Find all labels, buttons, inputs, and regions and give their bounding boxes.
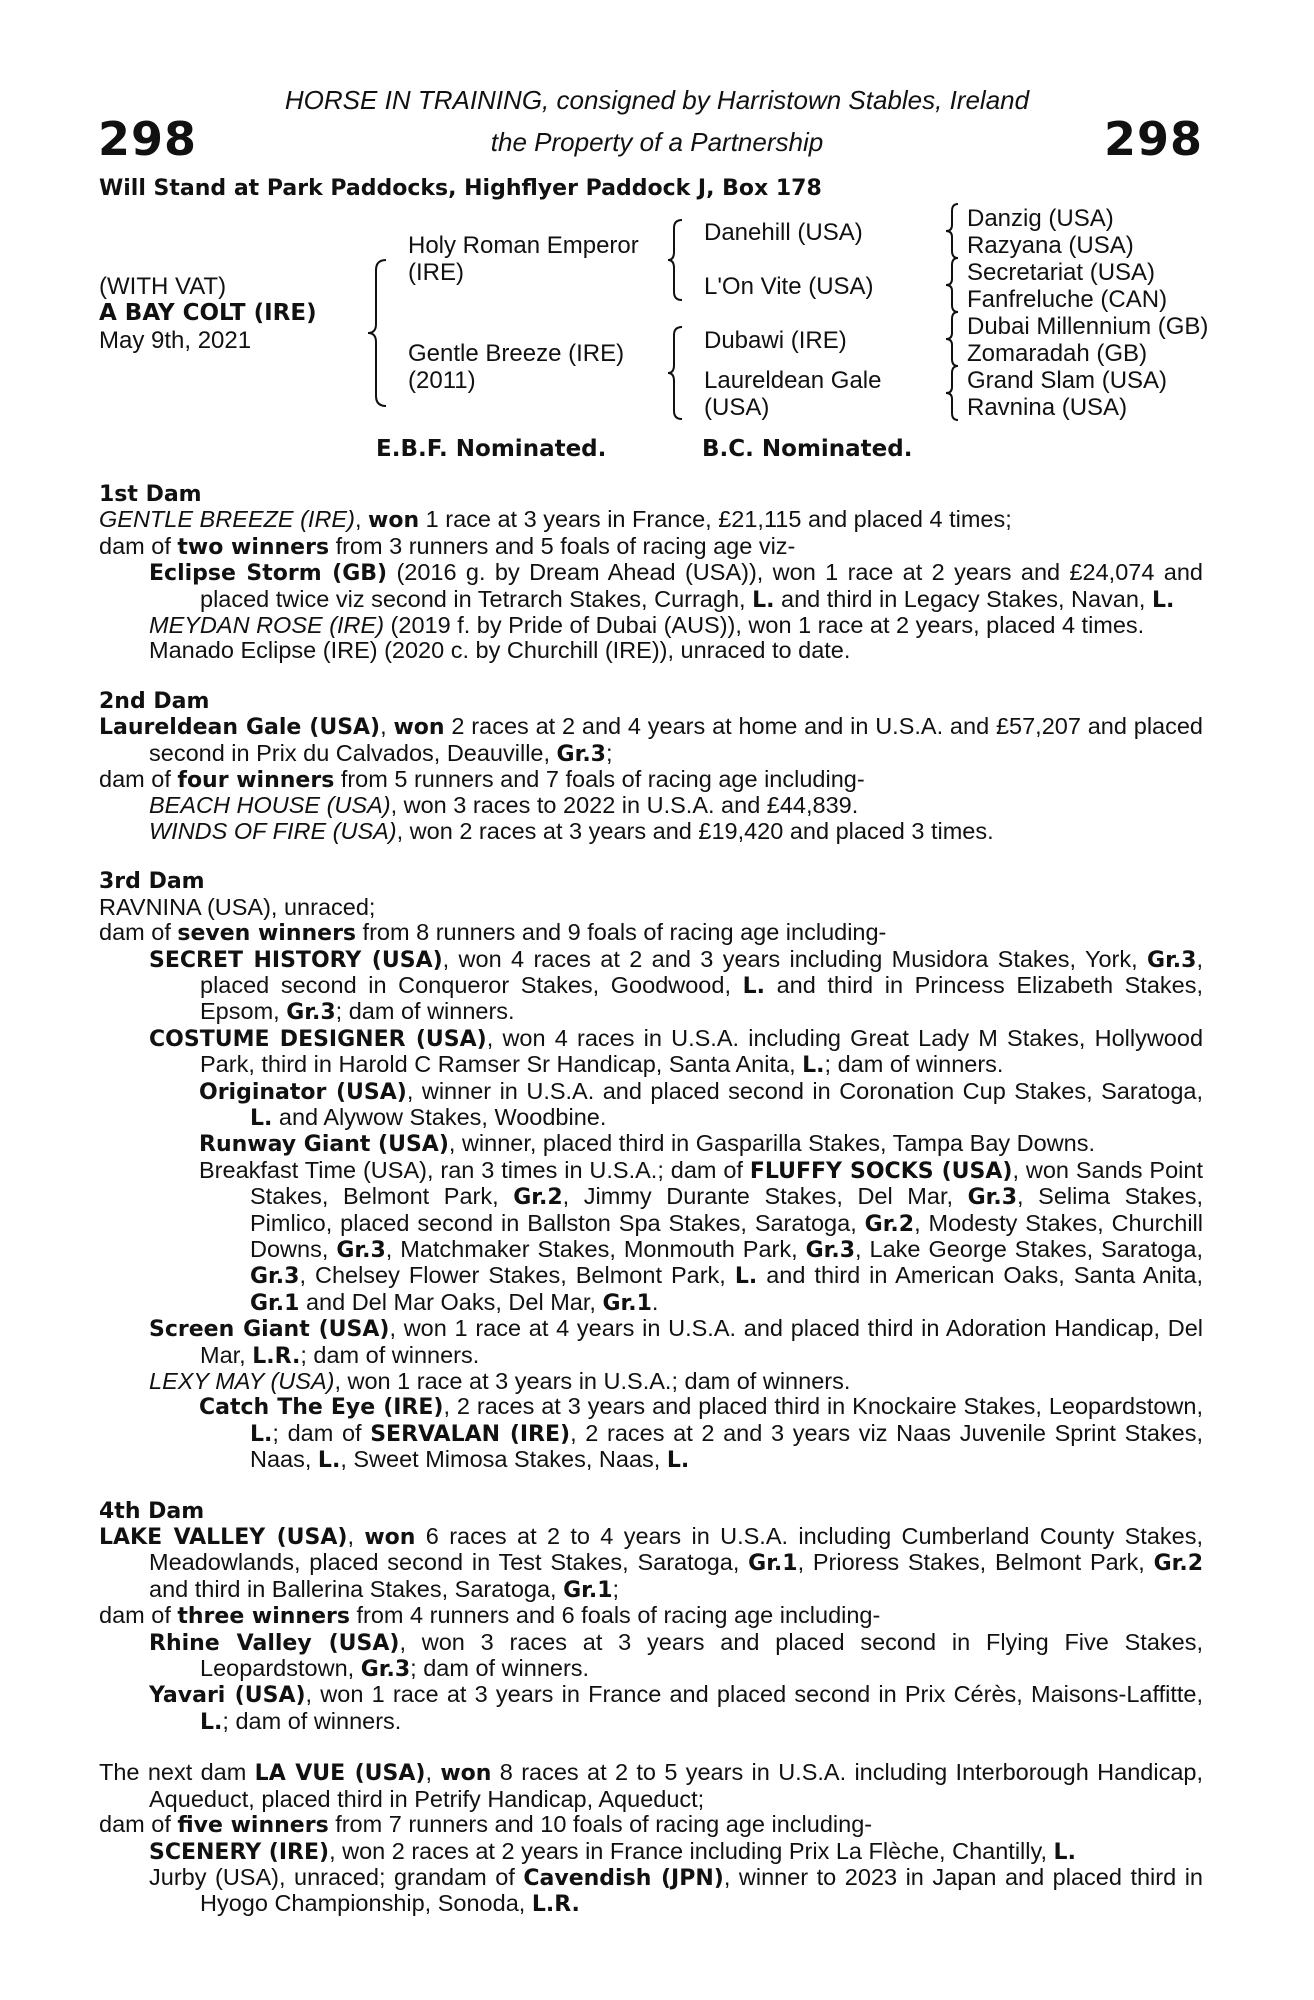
section-heading: 4th Dam <box>99 1498 205 1524</box>
bold-run: Gr.3 <box>360 1657 411 1683</box>
bold-run: three winners <box>177 1604 350 1630</box>
ggen-brace-1 <box>944 202 962 260</box>
bold-run: L. <box>1152 587 1175 613</box>
text-run: , won 4 races at 2 and 3 years including Musidora Stakes, York, <box>442 945 1148 972</box>
text-run: , placed second in Conqueror Stakes, Goodwood, <box>200 945 1203 998</box>
bold-run: L. <box>802 1053 825 1079</box>
sire-brace <box>666 218 686 302</box>
bold-run: Gr.3 <box>805 1237 856 1263</box>
bold-run: Screen Giant (USA) <box>149 1317 390 1343</box>
dam-name: Gentle Breeze (IRE) <box>408 340 625 367</box>
text-run: , 2 races at 3 years and placed third in Knockaire Stakes, Leopardstown, <box>443 1393 1203 1420</box>
text-run: dam of <box>99 766 178 793</box>
bold-run: SCENERY (IRE) <box>149 1839 330 1865</box>
section-gap <box>99 844 1203 869</box>
pedigree-entry <box>99 1369 1203 1394</box>
text-run: 2 races at 2 and 4 years at home and in U.S.A. and £57,207 and placed second in Prix du Calvados, Deauville, <box>149 713 1203 766</box>
pedigree-entry <box>99 560 1203 613</box>
bold-run: L. <box>752 587 775 613</box>
bold-run: Gr.1 <box>602 1290 652 1316</box>
lot-number-right: 298 <box>1103 112 1203 166</box>
text-run: , 2 races at 2 and 3 years viz Naas Juvenile Sprint Stakes, Naas, <box>250 1419 1203 1473</box>
bold-run: Runway Giant (USA) <box>199 1132 449 1158</box>
bold-run: L.R. <box>252 1343 301 1369</box>
text-run: and third in American Oaks, Santa Anita, <box>757 1262 1203 1289</box>
bold-run: LA VUE (USA) <box>254 1761 426 1787</box>
pedigree-entry <box>99 947 1203 1026</box>
bold-run: COSTUME DESIGNER (USA) <box>149 1026 487 1052</box>
text-run: from 5 runners and 7 foals of racing age including- <box>334 766 865 793</box>
grand-sire-2: Secretariat (USA) <box>967 259 1156 286</box>
pedigree-entry <box>99 1316 1203 1369</box>
bold-run: Gr.3 <box>1147 947 1197 973</box>
property-line: the Property of a Partnership <box>490 127 824 157</box>
text-run: dam of <box>99 1811 178 1838</box>
text-run: ; dam of winners. <box>824 1051 1004 1078</box>
bold-run: four winners <box>177 768 335 794</box>
sire-dam: L'On Vite (USA) <box>704 273 874 300</box>
text-run: ; dam of <box>272 1419 371 1446</box>
text-run: from 8 runners and 9 foals of racing age including- <box>356 919 887 946</box>
pedigree-entry <box>99 1630 1203 1683</box>
text-run: , won 2 races at 2 years in France including Prix La Flèche, Chantilly, <box>329 1837 1054 1864</box>
pedigree-entry <box>99 638 1203 663</box>
pedigree-entry <box>99 1524 1203 1603</box>
text-run: , <box>347 1523 365 1550</box>
bold-run: L. <box>1053 1839 1076 1865</box>
text-run: The next dam <box>99 1759 255 1786</box>
bold-run: won <box>440 1761 492 1787</box>
pedigree-entry <box>99 1760 1203 1812</box>
text-run: dam of <box>99 1602 178 1629</box>
pedigree-entry <box>99 507 1203 533</box>
bold-run: Gr.1 <box>563 1577 613 1603</box>
text-run: , <box>354 506 368 533</box>
section-gap <box>99 1474 1203 1499</box>
bold-run: Originator (USA) <box>199 1079 407 1105</box>
dam-dam: Laureldean Gale <box>704 367 882 394</box>
section-gap <box>99 1735 1203 1760</box>
text-run: , Jimmy Durante Stakes, Del Mar, <box>562 1183 968 1210</box>
italic-run: MEYDAN ROSE (IRE) <box>149 612 385 639</box>
pedigree-brace <box>366 258 390 408</box>
pedigree-entry <box>99 895 1203 920</box>
pedigree-entry <box>99 1812 1203 1838</box>
vat-note: (WITH VAT) <box>99 273 227 300</box>
bold-run: Gr.3 <box>286 1000 336 1026</box>
text-run: ; dam of winners. <box>335 998 515 1025</box>
pedigree-entry <box>99 613 1203 638</box>
text-run: , won 1 race at 4 years in U.S.A. and placed third in Adoration Handicap, Del Mar, <box>200 1315 1203 1368</box>
italic-run: BEACH HOUSE (USA) <box>149 792 391 819</box>
pedigree-entry <box>99 714 1203 767</box>
text-run: , won 2 races at 3 years and £19,420 and placed 3 times. <box>396 817 994 844</box>
italic-run: WINDS OF FIRE (USA) <box>149 817 397 844</box>
text-run: (2019 f. by Pride of Dubai (AUS)), won 1 race at 2 years, placed 4 times. <box>384 612 1145 639</box>
sire-name: Holy Roman Emperor <box>408 232 639 259</box>
pedigree-entry <box>99 819 1203 844</box>
dam-sire: Dubawi (IRE) <box>704 327 847 354</box>
text-run: , winner in U.S.A. and placed second in Coronation Cup Stakes, Saratoga, <box>406 1077 1204 1104</box>
ggen-brace-2 <box>944 256 962 314</box>
text-run: Breakfast Time (USA), ran 3 times in U.S.A.; dam of <box>199 1156 750 1183</box>
text-run: , Matchmaker Stakes, Monmouth Park, <box>385 1235 806 1262</box>
text-run: Manado Eclipse (IRE) (2020 c. by Churchill (IRE)), unraced to date. <box>149 637 851 664</box>
bold-run: Gr.1 <box>748 1551 798 1577</box>
pedigree-entry <box>99 1079 1203 1132</box>
text-run: , won 4 races in U.S.A. including Great Lady M Stakes, Hollywood Park, third in Harold C Ramser Sr Handicap, Santa Anita, <box>200 1024 1204 1078</box>
consignor-line: HORSE IN TRAINING, consigned by Harristown Stables, Ireland <box>284 85 1030 115</box>
bold-run: L. <box>666 1448 690 1474</box>
text-run: , Modesty Stakes, Churchill Downs, <box>250 1209 1203 1262</box>
dam-dam-suffix: (USA) <box>704 394 770 421</box>
bold-run: L.R. <box>531 1892 580 1918</box>
pedigree-entry <box>99 1839 1203 1865</box>
text-run: 6 races at 2 to 4 years in U.S.A. including Cumberland County Stakes, Meadowlands, placed second in Test Stakes, Saratoga, <box>149 1523 1204 1576</box>
bold-run: SECRET HISTORY (USA) <box>149 947 443 973</box>
text-run: , winner to 2023 in Japan and placed third in Hyogo Championship, Sonoda, <box>200 1863 1203 1917</box>
grand-sire-1: Danzig (USA) <box>967 205 1114 232</box>
text-run: , winner, placed third in Gasparilla Stakes, Tampa Bay Downs. <box>448 1130 1096 1157</box>
bold-run: five winners <box>177 1813 329 1839</box>
bold-run: L. <box>200 1709 223 1735</box>
text-run: , won 3 races at 3 years and placed second in Flying Five Stakes, Leopardstown, <box>200 1628 1204 1682</box>
ebf-nomination: E.B.F. Nominated. <box>376 436 607 462</box>
bold-run: SERVALAN (IRE) <box>370 1421 571 1447</box>
stand-location: Will Stand at Park Paddocks, Highflyer Paddock J, Box 178 <box>99 176 822 201</box>
grand-dam-3: Zomaradah (GB) <box>967 340 1148 367</box>
text-run: dam of <box>99 919 178 946</box>
bold-run: Gr.3 <box>967 1185 1018 1211</box>
bold-run: L. <box>734 1264 758 1290</box>
text-run: and third in Princess Elizabeth Stakes, Epsom, <box>200 971 1203 1025</box>
bold-run: won <box>393 715 445 741</box>
sire-name-suffix: (IRE) <box>408 259 464 286</box>
text-run: , Chelsey Flower Stakes, Belmont Park, <box>299 1262 735 1289</box>
text-run: and third in Ballerina Stakes, Saratoga, <box>149 1575 564 1602</box>
pedigree-entry <box>99 1865 1203 1918</box>
grand-dam-1: Razyana (USA) <box>967 232 1134 259</box>
pedigree-entry <box>99 534 1203 560</box>
text-run: Jurby (USA), unraced; grandam of <box>149 1863 524 1890</box>
bold-run: won <box>364 1525 416 1551</box>
pedigree-entry <box>99 767 1203 793</box>
text-run: and Del Mar Oaks, Del Mar, <box>299 1288 603 1315</box>
text-run: , Prioress Stakes, Belmont Park, <box>797 1549 1154 1576</box>
horse-name: A BAY COLT (IRE) <box>99 300 317 326</box>
bold-run: Yavari (USA) <box>149 1683 306 1709</box>
text-run: from 3 runners and 5 foals of racing age viz- <box>329 532 796 559</box>
bold-run: Catch The Eye (IRE) <box>199 1395 444 1421</box>
text-run: ; <box>605 739 613 766</box>
dam-brace <box>666 325 686 421</box>
bold-run: won <box>368 508 420 534</box>
bold-run: Gr.3 <box>336 1237 386 1263</box>
text-run: , won 1 race at 3 years in U.S.A.; dam of winners. <box>334 1368 851 1394</box>
bc-nomination: B.C. Nominated. <box>702 436 913 462</box>
bold-run: two winners <box>177 534 330 560</box>
pedigree-entry <box>99 1603 1203 1629</box>
text-run: ; <box>612 1575 620 1602</box>
text-run: . <box>651 1288 659 1315</box>
text-run: , <box>425 1759 441 1786</box>
section-heading: 3rd Dam <box>99 869 205 895</box>
text-run: 1 race at 3 years in France, £21,115 and placed 4 times; <box>419 506 1012 533</box>
grand-sire-3: Dubai Millennium (GB) <box>967 313 1209 340</box>
text-run: , won 1 race at 3 years in France and placed second in Prix Cérès, Maisons-Laffitte, <box>305 1681 1203 1708</box>
foaling-date: May 9th, 2021 <box>99 327 252 354</box>
text-run: , Sweet Mimosa Stakes, Naas, <box>340 1446 667 1473</box>
dam-foaled-year: (2011) <box>408 367 476 394</box>
bold-run: Rhine Valley (USA) <box>149 1630 400 1656</box>
text-run: ; dam of winners. <box>222 1707 402 1734</box>
text-run: dam of <box>99 532 178 559</box>
text-run: , Lake George Stakes, Saratoga, <box>855 1235 1204 1262</box>
bold-run: Gr.2 <box>864 1211 915 1237</box>
lot-number-left: 298 <box>98 112 198 166</box>
text-run: and Alywow Stakes, Woodbine. <box>272 1103 607 1130</box>
grand-dam-4: Ravnina (USA) <box>967 394 1128 421</box>
pedigree-entry <box>99 1131 1203 1157</box>
pedigree-entry <box>99 920 1203 946</box>
section-gap <box>99 664 1203 689</box>
sire-sire: Danehill (USA) <box>704 219 863 246</box>
family-record <box>99 482 1203 1918</box>
text-run: , Selima Stakes, Pimlico, placed second in Ballston Spa Stakes, Saratoga, <box>250 1183 1203 1236</box>
text-run: ; dam of winners. <box>410 1655 590 1682</box>
bold-run: Gr.1 <box>250 1290 300 1316</box>
ggen-brace-3 <box>944 310 962 368</box>
pedigree-entry <box>99 1394 1203 1473</box>
section-heading: 1st Dam <box>99 482 202 507</box>
grand-dam-2: Fanfreluche (CAN) <box>967 286 1168 313</box>
text-run: (2016 g. by Dream Ahead (USA)), won 1 race at 2 years and £24,074 and placed twice viz second in Tetrarch Stakes, Curragh, <box>200 559 1203 612</box>
ggen-brace-4 <box>944 364 962 422</box>
pedigree-entry <box>99 1158 1203 1316</box>
bold-run: L. <box>250 1105 273 1131</box>
bold-run: Laureldean Gale (USA) <box>99 715 381 741</box>
pedigree-entry <box>99 1026 1203 1079</box>
pedigree-entry <box>99 793 1203 818</box>
bold-run: L. <box>250 1421 273 1447</box>
bold-run: Gr.3 <box>250 1264 300 1290</box>
bold-run: Eclipse Storm (GB) <box>149 561 388 587</box>
bold-run: seven winners <box>177 921 357 947</box>
text-run: and third in Legacy Stakes, Navan, <box>774 585 1152 612</box>
text-run: ; dam of winners. <box>300 1341 480 1368</box>
bold-run: L. <box>742 973 765 999</box>
text-run: , <box>380 713 394 740</box>
section-heading: 2nd Dam <box>99 688 210 714</box>
text-run: , won 3 races to 2022 in U.S.A. and £44,839. <box>390 792 859 819</box>
bold-run: Gr.2 <box>1153 1551 1203 1577</box>
bold-run: L. <box>317 1448 341 1474</box>
bold-run: Gr.3 <box>556 741 606 767</box>
bold-run: FLUFFY SOCKS (USA) <box>749 1158 1013 1184</box>
text-run: from 4 runners and 6 foals of racing age including- <box>349 1602 881 1629</box>
grand-sire-4: Grand Slam (USA) <box>967 367 1168 394</box>
bold-run: Cavendish (JPN) <box>523 1865 724 1891</box>
bold-run: Gr.2 <box>513 1185 563 1211</box>
pedigree-entry <box>99 1682 1203 1735</box>
bold-run: LAKE VALLEY (USA) <box>99 1525 348 1551</box>
text-run: , won Sands Point Stakes, Belmont Park, <box>250 1156 1203 1210</box>
text-run: from 7 runners and 10 foals of racing age including- <box>328 1811 873 1838</box>
italic-run: LEXY MAY (USA) <box>149 1368 335 1394</box>
text-run: RAVNINA (USA), unraced; <box>99 893 376 920</box>
text-run: 8 races at 2 to 5 years in U.S.A. including Interborough Handicap, Aqueduct, placed third in Petrify Handicap, Aqueduct; <box>149 1759 1203 1812</box>
italic-run: GENTLE BREEZE (IRE) <box>99 506 355 533</box>
